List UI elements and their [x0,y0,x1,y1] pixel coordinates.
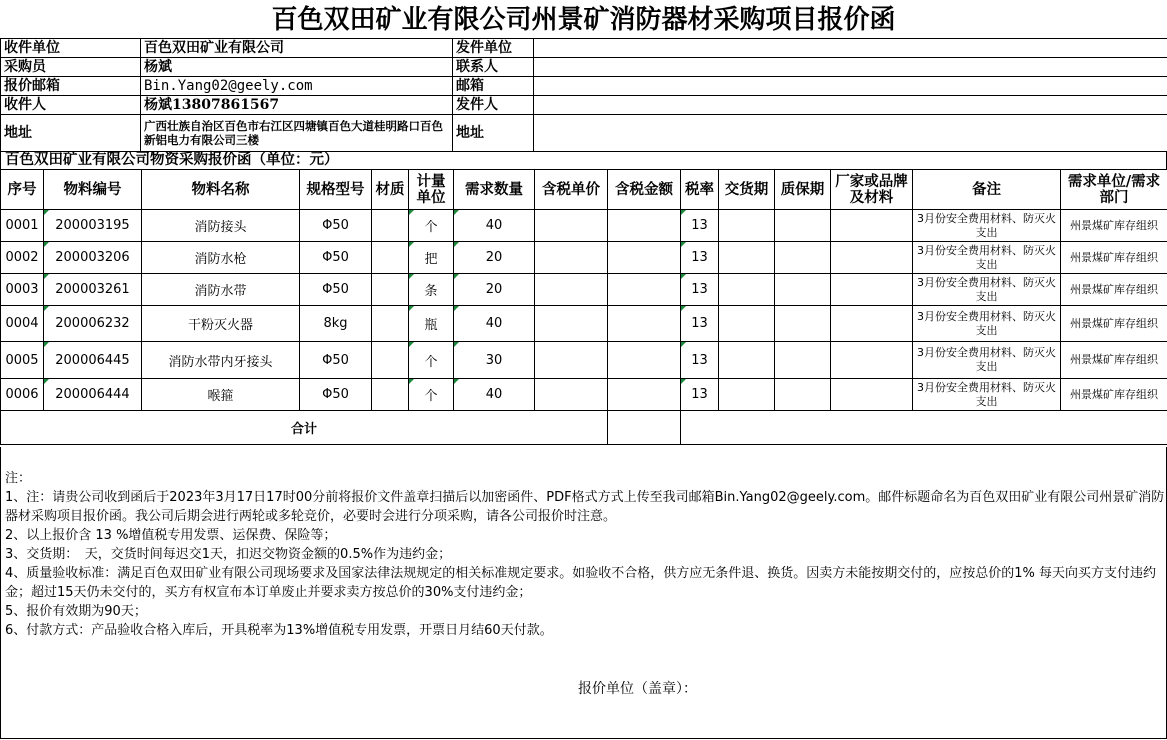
cell-dept: 州景煤矿库存组织 [1061,379,1167,411]
email-label: 邮箱 [453,77,534,96]
cell-qty: 30 [454,342,535,379]
header-warranty: 质保期 [775,170,831,210]
sender-unit-value[interactable] [534,39,1167,58]
address2-label: 地址 [453,115,534,152]
cell-code: 200003195 [44,210,142,242]
cell-unit: 个 [409,379,454,411]
header-spec: 规格型号 [300,170,372,210]
cell-tax: 13 [681,210,719,242]
cell-unit-price[interactable] [535,342,608,379]
cell-name: 消防水枪 [142,242,300,274]
cell-code: 200003261 [44,274,142,306]
cell-qty: 40 [454,210,535,242]
cell-spec: 8kg [300,306,372,342]
cell-name: 喉箍 [142,379,300,411]
cell-warranty[interactable] [775,242,831,274]
cell-amount[interactable] [608,242,681,274]
page-title: 百色双田矿业有限公司州景矿消防器材采购项目报价函 [271,5,896,35]
cell-remark: 3月份安全费用材料、防灭火支出 [913,306,1061,342]
cell-amount[interactable] [608,210,681,242]
cell-brand[interactable] [831,379,913,411]
cell-name: 干粉灭火器 [142,306,300,342]
cell-spec: Φ50 [300,342,372,379]
table-header-row [1,170,1167,210]
sender-label: 发件人 [453,96,534,115]
sender-unit-label: 发件单位 [453,39,534,58]
total-row [1,411,1167,445]
address-value[interactable]: 广西壮族自治区百色市右江区四塘镇百色大道桂明路口百色新铝电力有限公司三楼 [141,115,453,152]
address2-value[interactable] [534,115,1167,152]
header-unit-price: 含税单价 [535,170,608,210]
cell-dept: 州景煤矿库存组织 [1061,306,1167,342]
cell-remark: 3月份安全费用材料、防灭火支出 [913,242,1061,274]
cell-code: 200006444 [44,379,142,411]
cell-unit-price[interactable] [535,242,608,274]
table-row [1,210,1167,242]
cell-tax: 13 [681,242,719,274]
cell-delivery[interactable] [719,306,775,342]
cell-code: 200006445 [44,342,142,379]
cell-amount[interactable] [608,342,681,379]
table-row [1,306,1167,342]
contact-value[interactable] [534,58,1167,77]
cell-material[interactable] [372,274,409,306]
cell-warranty[interactable] [775,342,831,379]
cell-unit: 个 [409,342,454,379]
cell-tax: 13 [681,379,719,411]
cell-seq: 0006 [1,379,44,411]
cell-dept: 州景煤矿库存组织 [1061,242,1167,274]
cell-seq: 0002 [1,242,44,274]
cell-material[interactable] [372,306,409,342]
header-dept: 需求单位/需求部门 [1061,170,1167,210]
header-brand: 厂家或品牌及材料 [831,170,913,210]
buyer-value[interactable]: 杨斌 [141,58,453,77]
cell-unit-price[interactable] [535,306,608,342]
cell-name: 消防水带 [142,274,300,306]
cell-unit-price[interactable] [535,379,608,411]
cell-delivery[interactable] [719,242,775,274]
sender-value[interactable] [534,96,1167,115]
contact-label: 联系人 [453,58,534,77]
cell-dept: 州景煤矿库存组织 [1061,342,1167,379]
cell-code: 200006232 [44,306,142,342]
cell-amount[interactable] [608,379,681,411]
cell-unit: 条 [409,274,454,306]
cell-qty: 20 [454,242,535,274]
header-remark: 备注 [913,170,1061,210]
table-row [1,342,1167,379]
cell-dept: 州景煤矿库存组织 [1061,274,1167,306]
header-amount: 含税金额 [608,170,681,210]
cell-tax: 13 [681,342,719,379]
note-line-3: 3、交货期： 天，交货时间每迟交1天，扣迟交物资金额的0.5%作为违约金； [5,547,452,562]
header-material: 材质 [372,170,409,210]
cell-seq: 0005 [1,342,44,379]
receiver-unit-label: 收件单位 [1,39,141,58]
quote-email-label: 报价邮箱 [1,77,141,96]
header-name: 物料名称 [142,170,300,210]
cell-unit-price[interactable] [535,274,608,306]
cell-tax: 13 [681,274,719,306]
cell-seq: 0004 [1,306,44,342]
items-table [0,169,1167,445]
cell-material[interactable] [372,379,409,411]
cell-qty: 20 [454,274,535,306]
cell-delivery[interactable] [719,342,775,379]
cell-warranty[interactable] [775,306,831,342]
cell-material[interactable] [372,242,409,274]
total-label: 合计 [1,411,608,445]
cell-spec: Φ50 [300,379,372,411]
header-tax: 税率 [681,170,719,210]
cell-name: 消防接头 [142,210,300,242]
header-code: 物料编号 [44,170,142,210]
cell-spec: Φ50 [300,242,372,274]
cell-unit-price[interactable] [535,210,608,242]
table-row [1,242,1167,274]
notes-header: 注： [5,471,32,486]
receiver-unit-value[interactable]: 百色双田矿业有限公司 [141,39,453,58]
cell-name: 消防水带内牙接头 [142,342,300,379]
cell-remark: 3月份安全费用材料、防灭火支出 [913,274,1061,306]
header-seq: 序号 [1,170,44,210]
note-line-5: 5、报价有效期为90天； [5,604,147,619]
recipient-value[interactable]: 杨斌13807861567 [141,96,453,115]
cell-qty: 40 [454,306,535,342]
address-label: 地址 [1,115,141,152]
cell-unit: 个 [409,210,454,242]
cell-warranty[interactable] [775,210,831,242]
cell-amount[interactable] [608,274,681,306]
header-info-table [0,38,1167,152]
cell-remark: 3月份安全费用材料、防灭火支出 [913,210,1061,242]
header-unit: 计量单位 [409,170,454,210]
cell-tax: 13 [681,306,719,342]
cell-unit: 瓶 [409,306,454,342]
note-line-1: 1、注：请贵公司收到函后于2023年3月17日17时00分前将报价文件盖章扫描后以加密函件、PDF格式方式上传至我司邮箱Bin.Yang02@geely.com。邮件标题命名为百色双田矿业有限公司州景矿消防器材采购项目报价函。我公司后期会进行两轮或多轮竞价，必要时会进行分项采购，请各公司报价时注意。 [5,490,1165,524]
note-line-6: 6、付款方式：产品验收合格入库后，开具税率为13%增值税专用发票，开票日月结60天付款。 [5,623,553,638]
total-filler [681,411,1167,445]
cell-brand[interactable] [831,242,913,274]
cell-qty: 40 [454,379,535,411]
cell-delivery[interactable] [719,210,775,242]
cell-code: 200003206 [44,242,142,274]
cell-delivery[interactable] [719,379,775,411]
cell-warranty[interactable] [775,274,831,306]
cell-brand[interactable] [831,342,913,379]
cell-unit: 把 [409,242,454,274]
cell-warranty[interactable] [775,379,831,411]
cell-remark: 3月份安全费用材料、防灭火支出 [913,342,1061,379]
cell-material[interactable] [372,342,409,379]
header-qty: 需求数量 [454,170,535,210]
cell-brand[interactable] [831,274,913,306]
note-line-2: 2、以上报价含 13 %增值税专用发票、运保费、保险等； [5,528,337,543]
cell-seq: 0003 [1,274,44,306]
email-value[interactable] [534,77,1167,96]
quote-email-value[interactable]: Bin.Yang02@geely.com [141,77,453,96]
cell-remark: 3月份安全费用材料、防灭火支出 [913,379,1061,411]
cell-seq: 0001 [1,210,44,242]
buyer-label: 采购员 [1,58,141,77]
cell-spec: Φ50 [300,274,372,306]
table-subtitle: 百色双田矿业有限公司物资采购报价函（单位：元） [0,151,1167,169]
cell-spec: Φ50 [300,210,372,242]
header-delivery: 交货期 [719,170,775,210]
recipient-label: 收件人 [1,96,141,115]
table-row [1,274,1167,306]
table-row [1,379,1167,411]
cell-brand[interactable] [831,210,913,242]
cell-dept: 州景煤矿库存组织 [1061,210,1167,242]
stamp-label: 报价单位（盖章）： [578,681,697,697]
total-value[interactable] [608,411,681,445]
note-line-4: 4、质量验收标准：满足百色双田矿业有限公司现场要求及国家法律法规规定的相关标准规定要求。如验收不合格，供方应无条件退、换货。因卖方未能按期交付的，应按总价的1% 每天向买方支付违约金；超过15天仍未交付的，买方有权宣布本订单废止并要求卖方按总价的30%支付违约金； [5,566,1157,600]
cell-delivery[interactable] [719,274,775,306]
cell-brand[interactable] [831,306,913,342]
cell-material[interactable] [372,210,409,242]
cell-amount[interactable] [608,306,681,342]
